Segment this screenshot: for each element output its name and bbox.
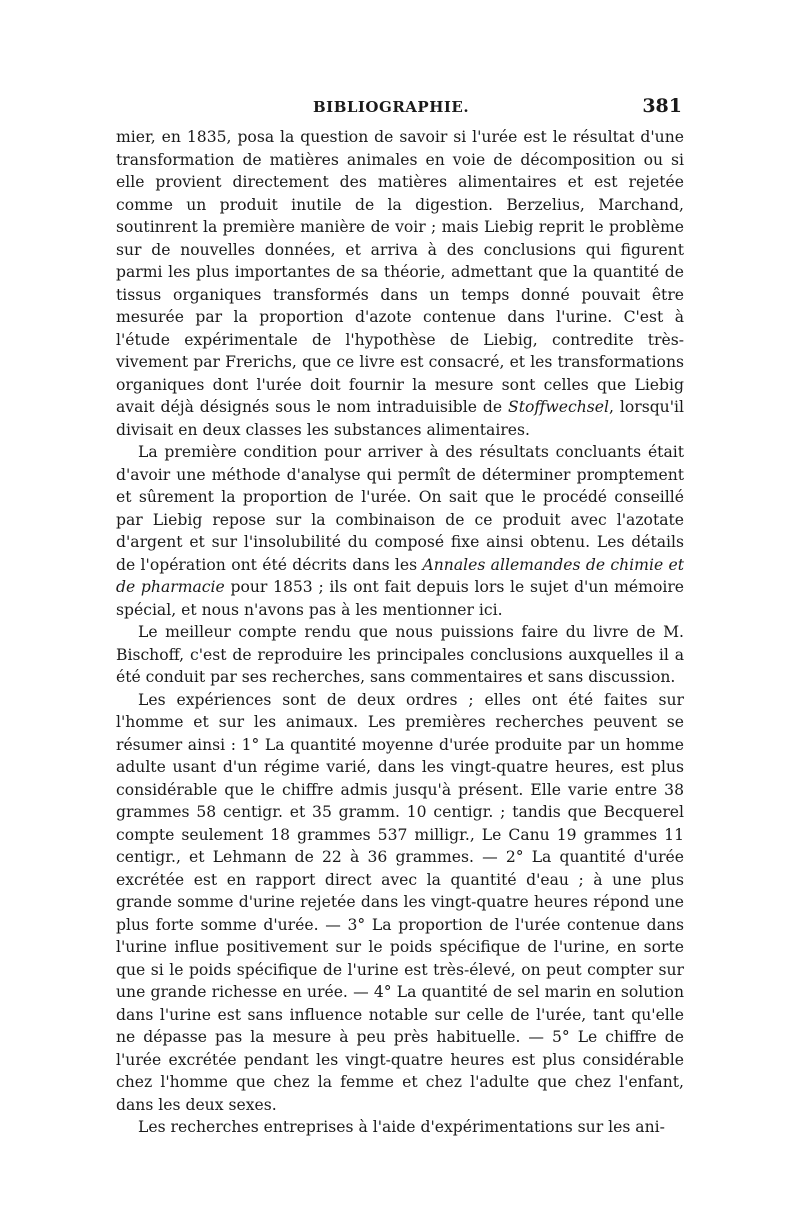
running-head xyxy=(116,92,684,126)
text-run: , lorsqu'il divisait en deux classes les substances alimentaires. xyxy=(116,398,684,439)
book-page xyxy=(116,92,684,1139)
text-run: mier, en 1835, posa la question de savoir si l'urée est le résultat d'une transformation de matières animales en voie de décomposition ou si elle provient directement des matières alimentaires et est rejetée comme un produit inutile de la digestion. Berzelius, Marchand, soutinrent la première manière de voir ; mais Liebig reprit le problème sur de nouvelles données, et arriva à des conclusions qui figurent parmi les plus importantes de sa théorie, admettant que la quantité de tissus organiques transformés dans un temps donné pouvait être mesurée par la proportion d'azote contenue dans l'urine. C'est à l'étude expérimentale de l'hypothèse de Liebig, contredite très-vivement par Frerichs, que ce livre est consacré, et les transformations organiques dont l'urée doit fournir la mesure sont celles que Liebig avait déjà désignés sous le nom intraduisible de xyxy=(116,128,684,416)
text-run: pour 1853 ; ils ont fait depuis lors le sujet d'un mémoire spécial, et nous n'avons pas à les mentionner ici. xyxy=(116,578,684,619)
body-text xyxy=(116,126,684,1139)
paragraph xyxy=(116,441,684,621)
paragraph xyxy=(116,1116,684,1139)
paragraph xyxy=(116,621,684,689)
running-head-title: BIBLIOGRAPHIE. xyxy=(313,98,470,116)
page-number: 381 xyxy=(642,95,682,117)
paragraph xyxy=(116,689,684,1117)
text-run: Les expériences sont de deux ordres ; elles ont été faites sur l'homme et sur les animaux. Les premières recherches peuvent se résumer ainsi : 1° La quantité moyenne d'urée produite par un homme adulte usant d'un régime varié, dans les vingt-quatre heures, est plus considérable que le chiffre admis jusqu'à présent. Elle varie entre 38 grammes 58 centigr. et 35 gramm. 10 centigr. ; tandis que Becquerel compte seulement 18 grammes 537 milligr., Le Canu 19 grammes 11 centigr., et Lehmann de 22 à 36 grammes. — 2° La quantité d'urée excrétée est en rapport direct avec la quantité d'eau ; à une plus grande somme d'urine rejetée dans les vingt-quatre heures répond une plus forte somme d'urée. — 3° La proportion de l'urée contenue dans l'urine influe positivement sur le poids spécifique de l'urine, en sorte que si le poids spécifique de l'urine est très-élevé, on peut compter sur une grande richesse en urée. — 4° La quantité de sel marin en solution dans l'urine est sans influence notable sur celle de l'urée, tant qu'elle ne dépasse pas la mesure à peu près habituelle. — 5° Le chiffre de l'urée excrétée pendant les vingt-quatre heures est plus considérable chez l'homme que chez la femme et chez l'adulte que chez l'enfant, dans les deux sexes. xyxy=(116,690,684,1114)
italic-title: Annales allemandes de chimie et de pharmacie xyxy=(116,555,684,596)
paragraph xyxy=(116,126,684,441)
italic-title: Stoffwechsel xyxy=(508,398,609,416)
text-run: Le meilleur compte rendu que nous puissions faire du livre de M. Bischoff, c'est de reproduire les principales conclusions auxquelles il a été conduit par ses recherches, sans commentaires et sans discussion. xyxy=(116,623,684,686)
text-run: Les recherches entreprises à l'aide d'expérimentations sur les ani- xyxy=(138,1118,665,1136)
text-run: La première condition pour arriver à des résultats concluants était d'avoir une méthode d'analyse qui permît de déterminer promptement et sûrement la proportion de l'urée. On sait que le procédé conseillé par Liebig repose sur la combinaison de ce produit avec l'azotate d'argent et sur l'insolubilité du composé fixe ainsi obtenu. Les détails de l'opération ont été décrits dans les xyxy=(116,443,684,574)
